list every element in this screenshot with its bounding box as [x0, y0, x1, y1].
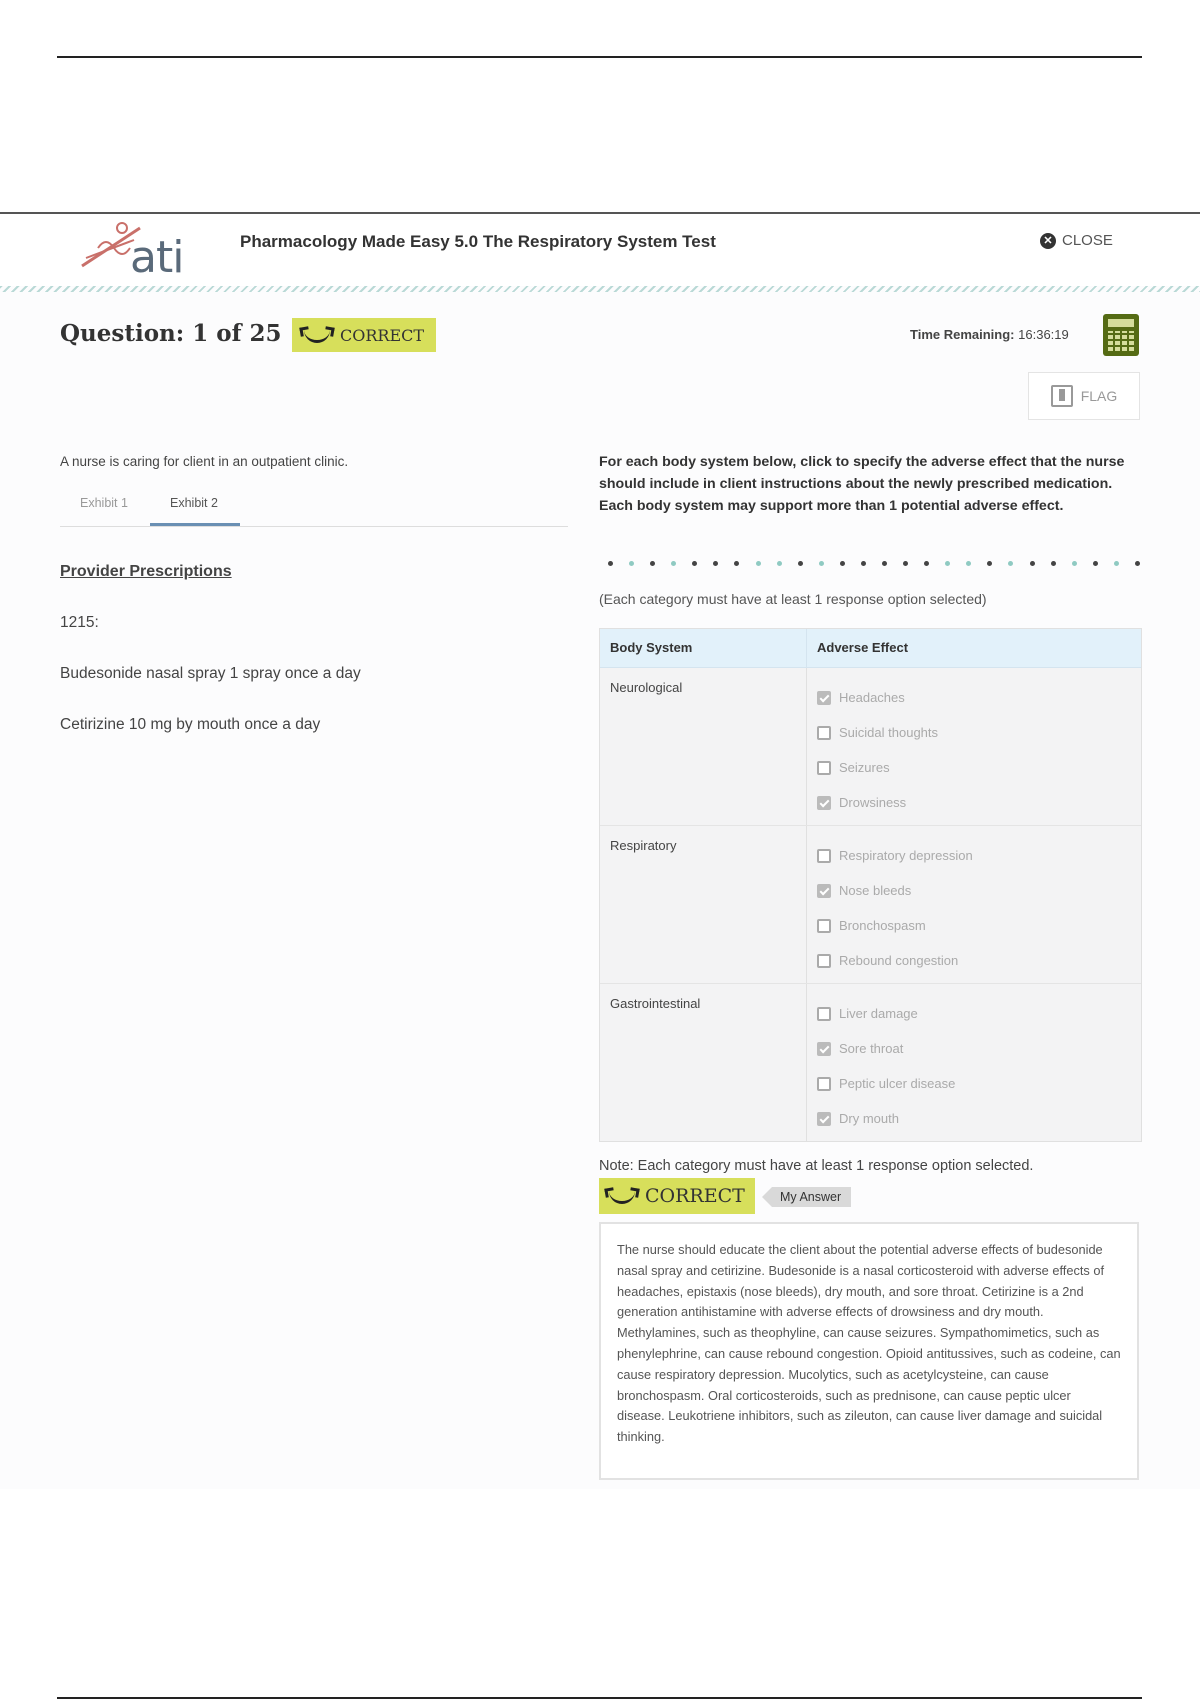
tab-exhibit-2[interactable]: Exhibit 2	[170, 496, 218, 510]
exhibit-title: Provider Prescriptions	[60, 563, 232, 580]
calculator-keys	[1108, 331, 1134, 351]
option-checkbox-item[interactable]	[817, 715, 938, 750]
option-label: Peptic ulcer disease	[839, 1076, 956, 1091]
prescription-time: 1215:	[60, 614, 99, 631]
prescription-line: Cetirizine 10 mg by mouth once a day	[60, 716, 321, 733]
undo-arrow-icon	[304, 328, 330, 343]
option-label: Bronchospasm	[839, 918, 926, 933]
page-bottom-rule	[57, 1697, 1142, 1699]
header-adverse-effect: Adverse Effect	[817, 640, 909, 655]
calculator-screen	[1108, 319, 1134, 327]
checked-checkbox-icon[interactable]	[817, 884, 831, 898]
option-checkbox-item[interactable]	[817, 873, 973, 908]
matrix-row-gastrointestinal	[600, 984, 1141, 1141]
question-instructions: For each body system below, click to specify the adverse effect that the nurse should include in client instructions about the newly prescribed medication. Each body system may support more than 1 potential adverse effect.	[599, 454, 1125, 514]
calculator-icon[interactable]	[1103, 314, 1139, 356]
option-label: Suicidal thoughts	[839, 725, 939, 740]
option-checkbox-item[interactable]	[817, 680, 938, 715]
status-badge	[292, 318, 436, 352]
test-title: Pharmacology Made Easy 5.0 The Respiratory System Test	[240, 232, 716, 251]
matrix-header	[600, 629, 1141, 668]
option-label: Dry mouth	[839, 1111, 899, 1126]
option-label: Nose bleeds	[839, 883, 912, 898]
option-checkbox-item[interactable]	[817, 996, 955, 1031]
option-group	[807, 668, 948, 825]
dotted-divider	[608, 561, 1140, 571]
body-system-label: Neurological	[600, 668, 807, 825]
unchecked-checkbox-icon[interactable]	[817, 726, 831, 740]
option-label: Sore throat	[839, 1041, 904, 1056]
prescription-line: Budesonide nasal spray 1 spray once a day	[60, 665, 361, 682]
selection-note: Note: Each category must have at least 1 response option selected.	[599, 1158, 1034, 1174]
close-button[interactable]	[1040, 232, 1113, 249]
exhibit-tabs	[60, 486, 568, 527]
time-remaining-value: 16:36:19	[1018, 327, 1069, 342]
time-remaining	[910, 327, 1069, 342]
matrix-row-neurological	[600, 668, 1141, 826]
checked-checkbox-icon[interactable]	[817, 796, 831, 810]
header-body-system: Body System	[600, 629, 807, 667]
close-label: CLOSE	[1062, 232, 1113, 249]
result-badge-label: CORRECT	[645, 1185, 745, 1207]
option-group	[807, 984, 965, 1141]
rationale-box: The nurse should educate the client about the potential adverse effects of budesonide nasal spray and cetirizine. Budesonide is a nasal corticosteroid with adverse effects of headaches, epistaxis (nose bleeds), dry mouth, and sore throat. Cetirizine is a 2nd generation antihistamine with adverse effects of drowsiness and dry mouth. Methylamines, such as theophyline, can cause seizures. Sympathomimetics, such as phenylephrine, can cause rebound congestion. Opioid antitussives, such as codeine, can cause respiratory depression. Mucolytics, such as acetylcysteine, can cause bronchospasm. Oral corticosteroids, such as prednisone, can cause peptic ulcer disease. Leukotriene inhibitors, such as zileuton, can cause liver damage and suicidal thinking.	[599, 1222, 1139, 1480]
app-header	[0, 214, 1200, 286]
unchecked-checkbox-icon[interactable]	[817, 849, 831, 863]
option-checkbox-item[interactable]	[817, 785, 938, 820]
option-label: Rebound congestion	[839, 953, 959, 968]
page-top-rule	[57, 56, 1142, 58]
flag-label: FLAG	[1080, 388, 1118, 404]
bookmark-flag-icon	[1051, 385, 1073, 407]
body-system-label: Gastrointestinal	[600, 984, 807, 1141]
question-counter: Question: 1 of 25	[60, 320, 282, 347]
test-window	[0, 212, 1200, 1489]
result-badge	[599, 1178, 755, 1214]
close-icon: ✕	[1040, 233, 1056, 249]
tab-exhibit-1[interactable]: Exhibit 1	[80, 496, 128, 510]
active-tab-indicator	[150, 523, 240, 526]
checked-checkbox-icon[interactable]	[817, 1042, 831, 1056]
option-label: Respiratory depression	[839, 848, 973, 863]
unchecked-checkbox-icon[interactable]	[817, 1077, 831, 1091]
header-divider	[0, 286, 1200, 292]
unchecked-checkbox-icon[interactable]	[817, 1007, 831, 1021]
option-label: Headaches	[839, 690, 905, 705]
status-badge-label: CORRECT	[340, 325, 425, 345]
body-system-label: Respiratory	[600, 826, 807, 983]
category-requirement: (Each category must have at least 1 response option selected)	[599, 591, 987, 607]
question-stem: A nurse is caring for client in an outpatient clinic.	[60, 454, 349, 469]
option-checkbox-item[interactable]	[817, 750, 938, 785]
my-answer-tag: My Answer	[772, 1187, 851, 1207]
ati-logo	[78, 218, 188, 283]
option-group	[807, 826, 983, 983]
checked-checkbox-icon[interactable]	[817, 691, 831, 705]
option-checkbox-item[interactable]	[817, 1031, 955, 1066]
option-checkbox-item[interactable]	[817, 1066, 955, 1101]
option-label: Liver damage	[839, 1006, 918, 1021]
flag-button[interactable]	[1028, 372, 1140, 420]
unchecked-checkbox-icon[interactable]	[817, 761, 831, 775]
option-checkbox-item[interactable]	[817, 908, 973, 943]
matrix-row-respiratory	[600, 826, 1141, 984]
option-checkbox-item[interactable]	[817, 1101, 955, 1136]
undo-arrow-icon	[609, 1189, 635, 1204]
unchecked-checkbox-icon[interactable]	[817, 954, 831, 968]
option-checkbox-item[interactable]	[817, 838, 973, 873]
checked-checkbox-icon[interactable]	[817, 1112, 831, 1126]
response-matrix	[599, 628, 1142, 1142]
logo-text: ati	[130, 232, 184, 283]
unchecked-checkbox-icon[interactable]	[817, 919, 831, 933]
option-label: Seizures	[839, 760, 890, 775]
option-checkbox-item[interactable]	[817, 943, 973, 978]
option-label: Drowsiness	[839, 795, 907, 810]
time-remaining-label: Time Remaining:	[910, 327, 1015, 342]
